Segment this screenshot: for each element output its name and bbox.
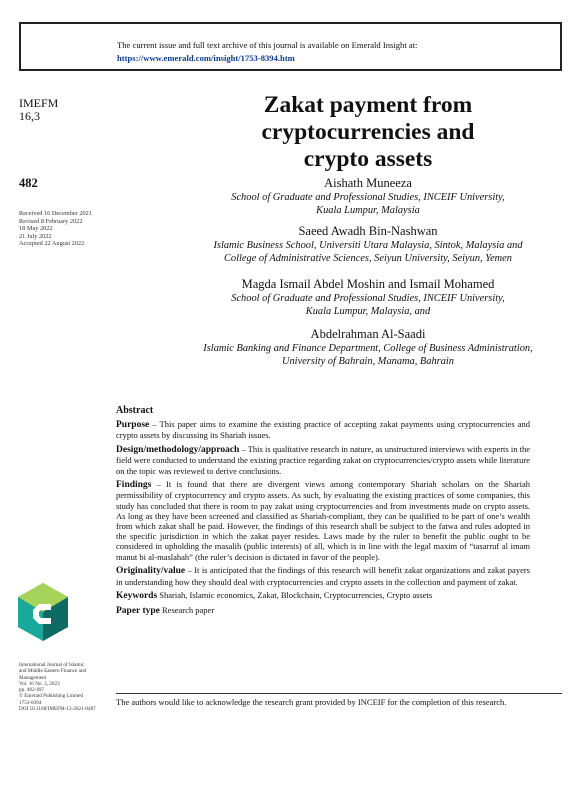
design-text: – This is qualitative research in nature, as unstructured interviews with experts in the field were conducted to understand the existing practice regarding zakat on cryptocurrencies/crypto assets while literature on the topic was reviewed to derive conclusions. xyxy=(116,444,530,476)
paper-type-label: Paper type xyxy=(116,605,160,616)
date-line: 18 May 2022 xyxy=(19,225,53,232)
author-affiliation: Kuala Lumpur, Malaysia xyxy=(316,205,420,216)
design-label: Design/methodology/approach xyxy=(116,445,240,456)
emerald-logo-icon xyxy=(18,583,68,641)
author-affiliation: School of Graduate and Professional Studies, INCEIF University, xyxy=(231,192,505,203)
author-block xyxy=(150,327,584,368)
keywords-label: Keywords xyxy=(116,591,158,602)
author-block xyxy=(150,224,584,265)
author-affiliation: Islamic Business School, Universiti Utara Malaysia, Sintok, Malaysia and xyxy=(213,240,523,251)
abstract-originality xyxy=(116,565,530,586)
paper-title xyxy=(150,92,584,173)
footer-line: 1753-8394 xyxy=(19,699,42,706)
acknowledgement: The authors would like to acknowledge the research grant provided by INCEIF for the completion of this research. xyxy=(116,697,507,707)
abstract-purpose xyxy=(116,419,530,440)
date-line: Accepted 22 August 2022 xyxy=(19,240,85,247)
title-line: Zakat payment from xyxy=(263,92,473,118)
footer-line: Management xyxy=(19,674,47,681)
abstract-findings xyxy=(116,479,530,562)
volume-issue: 16,3 xyxy=(19,109,40,123)
findings-label: Findings xyxy=(116,480,152,491)
footer-line: Vol. 16 No. 3, 2023 xyxy=(19,680,60,687)
author-affiliation: School of Graduate and Professional Studies, INCEIF University, xyxy=(231,293,505,304)
journal-citation-footer xyxy=(19,662,96,712)
footer-line: © Emerald Publishing Limited xyxy=(19,693,84,700)
author-affiliation: Kuala Lumpur, Malaysia, and xyxy=(305,306,431,317)
journal-access-box xyxy=(19,22,562,71)
page-number: 482 xyxy=(19,176,38,190)
footnote-divider xyxy=(116,693,562,694)
abstract-section xyxy=(116,406,530,620)
originality-label: Originality/value xyxy=(116,566,186,577)
originality-text: – It is anticipated that the findings of this research will benefit zakat organizations and zakat payers in understanding how they should deal with cryptocurrencies and crypto assets in the collection and payment of zakat. xyxy=(116,565,530,587)
date-line: 21 July 2022 xyxy=(19,232,52,240)
footer-line: pp. 482-497 xyxy=(19,687,45,694)
footer-line: and Middle Eastern Finance and xyxy=(19,668,87,675)
author-block xyxy=(150,176,584,217)
access-note: The current issue and full text archive of this journal is available on Emerald Insight at: xyxy=(117,40,418,50)
findings-text: – It is found that there are divergent views among contemporary Shariah scholars on the Shariah permissibility of cryptocurrency and crypto assets. As such, by evaluating the existing practices of some companies, this study has concluded that there is room to pay zakat using cryptocurrencies and from investments made on crypto assets. As long as they have been screened and classified as Shariah-compliant, they can be qualified to be part of one’s wealth from which zakat shall be paid. However, the findings of this research shall be subject to the fatwa and rules adopted in the specific jurisdiction in which the zakat payer resides. Laws made by the ruler to benefit the public ought to be considered in upholding the masalih (public interests) of all, which is in line with the legal maxim of “tasarruf al imam manut bi al-maslahah” (the ruler’s decision is dictated in favor of the people). xyxy=(116,479,530,562)
title-line: crypto assets xyxy=(303,146,433,172)
abstract-design xyxy=(116,444,530,476)
paper-type xyxy=(116,605,530,616)
author-name: Magda Ismail Abdel Moshin and Ismail Mohamed xyxy=(241,277,495,291)
journal-url-link[interactable]: https://www.emerald.com/insight/1753-8394.htm xyxy=(117,53,295,63)
author-affiliation: College of Administrative Sciences, Seiyun University, Seiyun, Yemen xyxy=(224,253,512,264)
doi-link[interactable]: DOI 10.1108/IMEFM-12-2021-0487 xyxy=(19,706,96,713)
author-affiliation: University of Bahrain, Manama, Bahrain xyxy=(281,356,454,367)
keywords-text: Shariah, Islamic economics, Zakat, Blockchain, Cryptocurrencies, Crypto assets xyxy=(159,590,433,601)
date-line: Received 16 December 2021 xyxy=(19,210,92,217)
journal-abbreviation xyxy=(19,97,58,123)
abstract-heading: Abstract xyxy=(116,405,154,416)
title-line: cryptocurrencies and xyxy=(261,119,475,145)
paper-type-text: Research paper xyxy=(162,604,215,615)
date-line: Revised 8 February 2022 xyxy=(19,217,83,225)
journal-abbr: IMEFM xyxy=(19,96,59,110)
received-dates xyxy=(19,210,92,248)
purpose-label: Purpose xyxy=(116,420,150,431)
keywords xyxy=(116,590,530,601)
purpose-text: – This paper aims to examine the existing practice of accepting zakat payments using cryptocurrencies and crypto assets by discussing its Shariah issues. xyxy=(116,419,530,441)
author-affiliation: Islamic Banking and Finance Department, College of Business Administration, xyxy=(203,343,533,354)
footer-line: International Journal of Islamic xyxy=(19,662,85,668)
author-name: Aishath Muneeza xyxy=(324,176,412,190)
author-name: Saeed Awadh Bin-Nashwan xyxy=(298,224,438,238)
author-name: Abdelrahman Al-Saadi xyxy=(310,327,426,341)
author-block xyxy=(150,277,584,318)
